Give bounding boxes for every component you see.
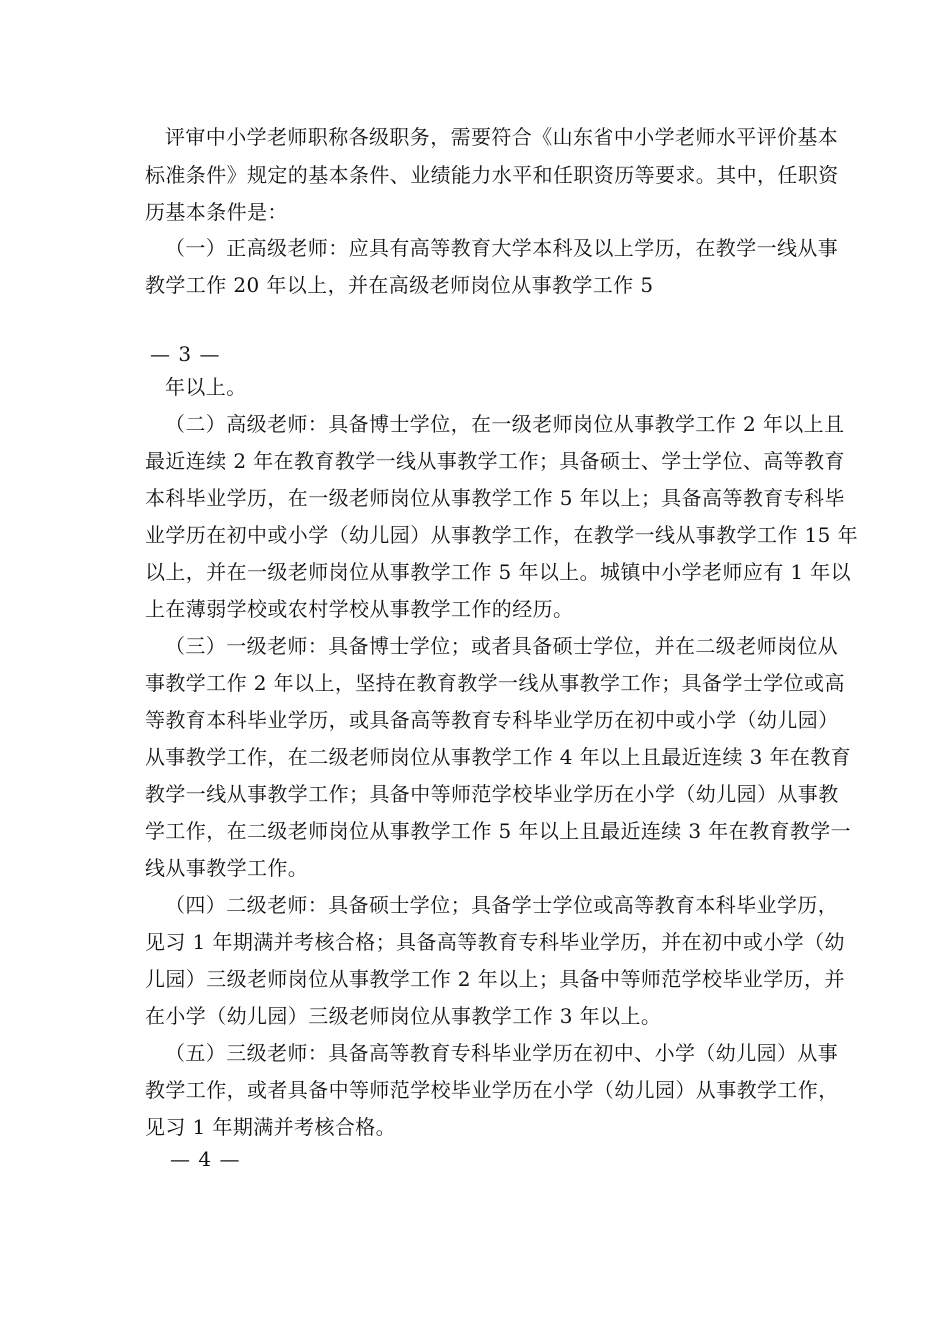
paragraph-line: （二）高级老师：具备博士学位，在一级老师岗位从事教学工作 2 年以上且 — [165, 412, 845, 436]
paragraph-line: 线从事教学工作。 — [145, 856, 309, 880]
paragraph-line: 业学历在初中或小学（幼儿园）从事教学工作，在教学一线从事教学工作 15 年 — [145, 523, 858, 547]
paragraph-line: 教学工作 20 年以上，并在高级老师岗位从事教学工作 5 — [145, 273, 654, 297]
paragraph-line: 以上，并在一级老师岗位从事教学工作 5 年以上。城镇中小学老师应有 1 年以 — [145, 560, 852, 584]
paragraph-line: 标准条件》规定的基本条件、业绩能力水平和任职资历等要求。其中，任职资 — [145, 163, 839, 187]
paragraph-line: 评审中小学老师职称各级职务，需要符合《山东省中小学老师水平评价基本 — [165, 125, 839, 149]
paragraph-line: 本科毕业学历，在一级老师岗位从事教学工作 5 年以上；具备高等教育专科毕 — [145, 486, 845, 510]
paragraph-line: 历基本条件是： — [145, 200, 288, 224]
paragraph-line: （三）一级老师：具备博士学位；或者具备硕士学位，并在二级老师岗位从 — [165, 634, 839, 658]
paragraph-line: 事教学工作 2 年以上，坚持在教育教学一线从事教学工作；具备学士学位或高 — [145, 671, 845, 695]
paragraph-line: （五）三级老师：具备高等教育专科毕业学历在初中、小学（幼儿园）从事 — [165, 1041, 839, 1065]
page-number: — 4 — — [170, 1147, 241, 1171]
paragraph-line: （一）正高级老师：应具有高等教育大学本科及以上学历，在教学一线从事 — [165, 236, 839, 260]
paragraph-line: 见习 1 年期满并考核合格；具备高等教育专科毕业学历，并在初中或小学（幼 — [145, 930, 845, 954]
paragraph-line: 教学一线从事教学工作；具备中等师范学校毕业学历在小学（幼儿园）从事教 — [145, 782, 839, 806]
paragraph-line: （四）二级老师：具备硕士学位；具备学士学位或高等教育本科毕业学历， — [165, 893, 839, 917]
paragraph-line: 从事教学工作，在二级老师岗位从事教学工作 4 年以上且最近连续 3 年在教育 — [145, 745, 852, 769]
paragraph-line: 最近连续 2 年在教育教学一线从事教学工作；具备硕士、学士学位、高等教育 — [145, 449, 845, 473]
paragraph-line: 见习 1 年期满并考核合格。 — [145, 1115, 397, 1139]
paragraph-line: 等教育本科毕业学历，或具备高等教育专科毕业学历在初中或小学（幼儿园） — [145, 708, 839, 732]
paragraph-line: 学工作，在二级老师岗位从事教学工作 5 年以上且最近连续 3 年在教育教学一 — [145, 819, 852, 843]
paragraph-line: 儿园）三级老师岗位从事教学工作 2 年以上；具备中等师范学校毕业学历，并 — [145, 967, 845, 991]
page-number: — 3 — — [150, 342, 221, 366]
paragraph-line: 在小学（幼儿园）三级老师岗位从事教学工作 3 年以上。 — [145, 1004, 662, 1028]
paragraph-line: 年以上。 — [165, 375, 247, 399]
paragraph-line: 教学工作，或者具备中等师范学校毕业学历在小学（幼儿园）从事教学工作， — [145, 1078, 839, 1102]
paragraph-line: 上在薄弱学校或农村学校从事教学工作的经历。 — [145, 597, 574, 621]
